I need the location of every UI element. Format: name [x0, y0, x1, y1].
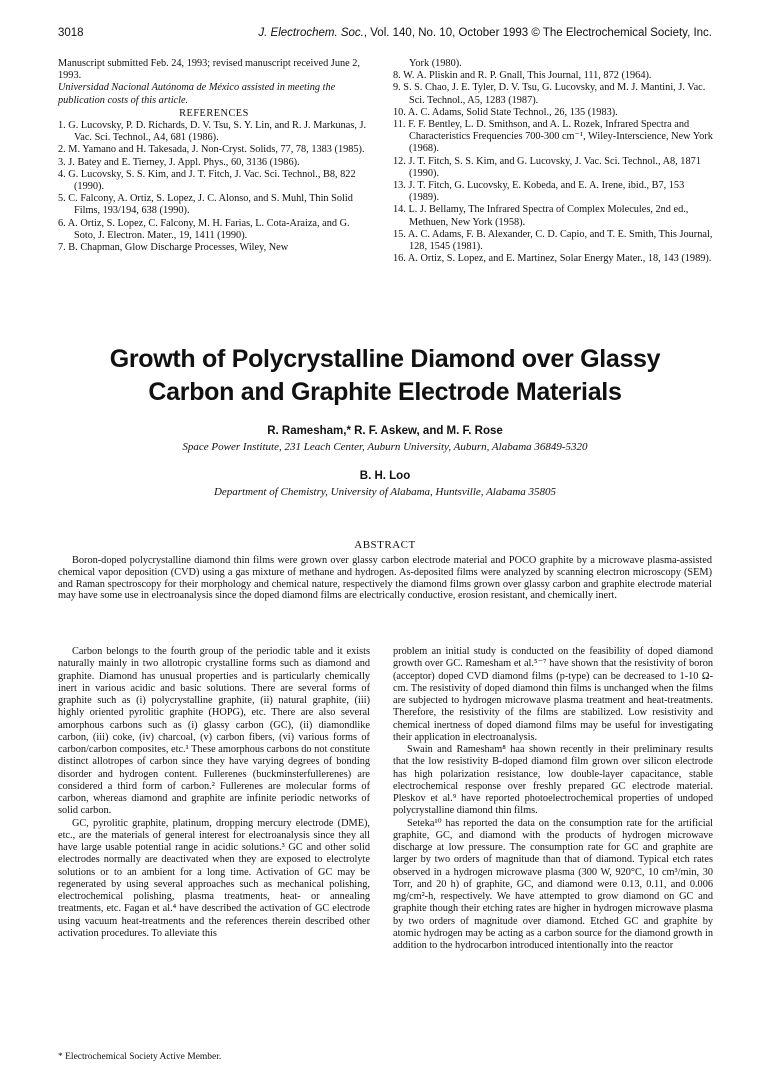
journal-name: J. Electrochem. Soc.: [258, 27, 364, 39]
page-number: 3018: [58, 27, 84, 39]
article-title-line-2: Carbon and Graphite Electrode Materials: [148, 378, 622, 406]
reference-item: 2. M. Yamano and H. Takesada, J. Non-Cryst. Solids, 77, 78, 1383 (1985).: [58, 144, 365, 156]
affiliation-primary: Space Power Institute, 231 Leach Center, Auburn University, Auburn, Alabama 36849-5320: [182, 441, 588, 453]
reference-item: 4. G. Lucovsky, S. S. Kim, and J. T. Fitch, J. Vac. Sci. Technol., B8, 822 (1990).: [58, 168, 356, 193]
reference-item: 10. A. C. Adams, Solid State Technol., 26, 135 (1983).: [393, 106, 618, 118]
references-list-left: [58, 120, 370, 254]
references-list-right: [393, 58, 713, 265]
manuscript-note: Manuscript submitted Feb. 24, 1993; revised manuscript received June 2, 1993.: [58, 58, 360, 82]
reference-item: 14. L. J. Bellamy, The Infrared Spectra of Complex Molecules, 2nd ed., Methuen, New York (1958).: [393, 204, 689, 228]
body-paragraph: GC, pyrolitic graphite, platinum, dropping mercury electrode (DME), etc., are the materials of general interest for electroanalysis since they all have large usable potential range in acidic solutions.³ GC and other solid electrodes normally are deactivated when they are exposed to electrolyte solutions or to an ambient for a long time. Activation of GC may be regenerated by using several approaches such as mechanical polishing, electrochemical polishing, plasma treatments, heat- or annealing treatments, etc. Fagan et al.⁴ have described the activation of GC electrode using vacuum heat-treatments and the references therein described other activation procedures. To alleviate this: [58, 817, 370, 939]
references-right-column: [393, 58, 713, 265]
abstract-heading: ABSTRACT: [354, 539, 416, 551]
article-header: [58, 343, 712, 498]
article-title-line-1: Growth of Polycrystalline Diamond over Glassy: [109, 345, 661, 373]
reference-item: 7. B. Chapman, Glow Discharge Processes, Wiley, New: [58, 242, 289, 254]
support-note: Universidad Nacional Autónoma de México assisted in meeting the publication costs of this article.: [58, 82, 336, 106]
body-paragraph: Seteka¹⁰ has reported the data on the consumption rate for the artificial graphite, GC, and diamond with the products of hydrogen microwave discharge at low pressure. The consumption rate for GC and graphite are larger by two orders of magnitude than that of diamond. Typical etch rates observed in a hydrogen microwave plasma (300 W, 920°C, 10 cm³/min, 30 Torr, and 20 h) of graphite, GC, and diamond were 0.13, 0.11, and 0.006 mg/cm²-h, respectively. We have attempted to grow diamond on GC and graphite though their etching rates are higher in hydrogen microwave plasma by two orders of magnitude over diamond. Etched GC and graphite by atomic hydrogen may be acting as a carbon source for the diamond growth in addition to the hydrocarbon introduced intentionally into the reactor: [393, 817, 713, 951]
volume-info: , Vol. 140, No. 10, October 1993 © The Electrochemical Society, Inc.: [363, 27, 712, 39]
reference-item: 6. A. Ortiz, S. Lopez, C. Falcony, M. H. Farias, L. Cota-Araiza, and G. Soto, J. Electron. Mater., 19, 1411 (1990).: [58, 217, 350, 241]
abstract-section: [58, 539, 712, 602]
body-right-column: [393, 646, 713, 952]
reference-item: 11. F. F. Bentley, L. D. Smithson, and A. L. Rozek, Infrared Spectra and Characteristics Frequencies 700-300 cm⁻¹, Wiley-Interscience, New York (1968).: [393, 119, 713, 155]
reference-item: 15. A. C. Adams, F. B. Alexander, C. D. Capio, and T. E. Smith, This Journal, 128, 1545 (1981).: [393, 228, 713, 253]
reference-item: 13. J. T. Fitch, G. Lucovsky, E. Kobeda, and E. A. Irene, ibid., B7, 153 (1989).: [393, 180, 685, 204]
reference-item: 8. W. A. Pliskin and R. P. Gnall, This Journal, 111, 872 (1964).: [393, 70, 652, 82]
authors-primary: R. Ramesham,* R. F. Askew, and M. F. Rose: [267, 425, 503, 437]
reference-item: 12. J. T. Fitch, S. S. Kim, and G. Lucovsky, J. Vac. Sci. Technol., A8, 1871 (1990).: [393, 155, 701, 179]
authors-secondary: B. H. Loo: [359, 470, 411, 482]
body-paragraph: Carbon belongs to the fourth group of the periodic table and it exists naturally mainly in two allotropic crystalline forms such as diamond and graphite. Diamond has unusual properties and is particularly chemically inert in various acidic and basic solutions. There are several forms of graphite such as (i) polycrystalline graphite, (ii) natural graphite, (iii) highly oriented pyrolitic graphite (HOPG), etc. There are also several amorphous carbons such as (i) glassy carbon (GC), (ii) diamondlike carbon, (iii) coke, (iv) charcoal, (v) carbon fibers, (vi) various forms of carbon/carbon composites, etc.¹ These amorphous carbons do not constitute distinct allotropes of carbon since they have varying degrees of bonding disorder and hydrogen content. Fullerenes (buckminsterfullerenes) are considered a third form of carbon.² Fullerenes are molecular forms of carbon, whereas diamond and graphite are infinite periodic networks of solid carbon.: [58, 646, 370, 817]
reference-item: 5. C. Falcony, A. Ortiz, S. Lopez, J. C. Alonso, and S. Muhl, Thin Solid Films, 193/194, 638 (1990).: [58, 193, 353, 217]
references-left-column: [58, 58, 370, 254]
affiliation-secondary: Department of Chemistry, University of Alabama, Huntsville, Alabama 35805: [213, 486, 557, 498]
reference-item: 16. A. Ortiz, S. Lopez, and E. Martinez, Solar Energy Mater., 18, 143 (1989).: [393, 253, 712, 265]
body-paragraph: problem an initial study is conducted on the feasibility of doped diamond growth over GC. Ramesham et al.⁵⁻⁷ have shown that the resistivity of boron (acceptor) doped CVD diamond films (p-type) can be decreased to 1-10 Ω-cm. The resistivity of doped diamond thin films is unchanged when the films are subjected to hydrogen microwave plasma treatment and heat-treatments. Therefore, the resistivity of the films are stabilized. Low resistivity and chemical inertness of doped diamond films may be useful for investigating their application in electroanalysis.: [393, 646, 713, 743]
body-left-column: [58, 646, 370, 940]
reference-item: 9. S. S. Chao, J. E. Tyler, D. V. Tsu, G. Lucovsky, and M. J. Mantini, J. Vac. Sci. Technol., A5, 1283 (1987).: [393, 82, 706, 106]
reference-item: 1. G. Lucovsky, P. D. Richards, D. V. Tsu, S. Y. Lin, and R. J. Markunas, J. Vac. Sci. Technol., A4, 681 (1986).: [58, 120, 367, 144]
running-header: [58, 27, 712, 41]
body-paragraph: Swain and Ramesham⁸ haa shown recently in their preliminary results that the low resistivity B-doped diamond film grown over silicon electrode has high polarization resistance, low double-layer capacitance, stable electrochemical response over freshly prepared GC electrode material. Pleskov et al.⁹ have reported photoelectrochemical properties of undoped polycrystalline diamond thin films.: [393, 744, 713, 817]
journal-citation: [258, 27, 712, 39]
references-heading: REFERENCES: [179, 107, 249, 119]
abstract-text: Boron-doped polycrystalline diamond thin films were grown over glassy carbon electrode material and POCO graphite by a microwave plasma-assisted chemical vapor deposition (CVD) using a gas mixture of methane and hydrogen. As-deposited films were analyzed by scanning electron microscopy (SEM) and Raman spectroscopy for their morphology and chemical nature, respectively the diamond films grown over glassy carbon and graphite electrode material may have some use in electroanalysis since the doped diamond films are electrically conductive, erosion resistant, and chemically inert.: [58, 555, 712, 602]
reference-item: York (1980).: [409, 58, 462, 69]
reference-item: 3. J. Batey and E. Tierney, J. Appl. Phys., 60, 3136 (1986).: [58, 156, 300, 168]
footnote: * Electrochemical Society Active Member.: [58, 1052, 222, 1062]
